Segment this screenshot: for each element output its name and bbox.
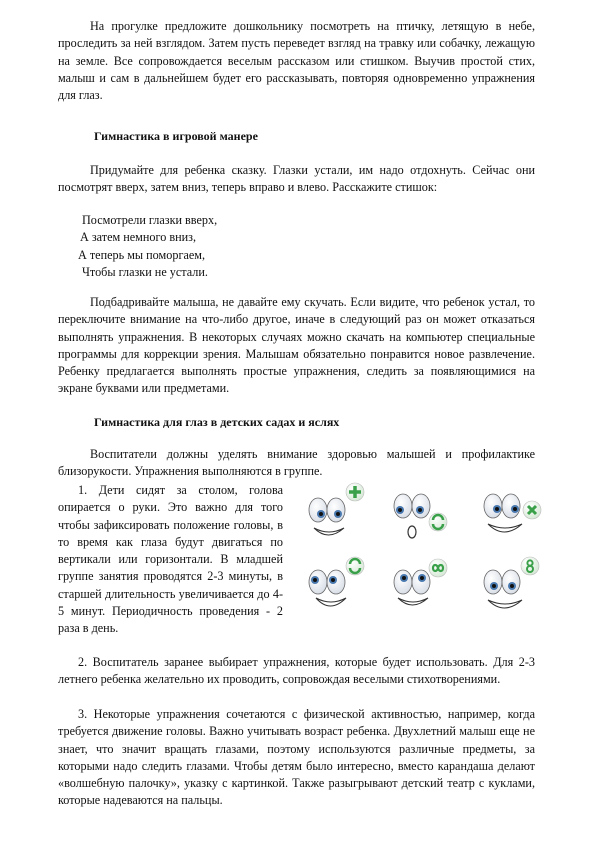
item-1	[58, 482, 283, 638]
kindergarten-paragraph: Воспитатели должны уделять внимание здоровью малышей и профилактике близорукости. Упражнения выполняются в группе.	[58, 447, 535, 479]
poem-line: А затем немного вниз,	[80, 230, 197, 245]
intro-paragraph: На прогулке предложите дошкольнику посмотреть на птичку, летящую в небе, проследить за ней взглядом. Затем пусть переведет взгляд на травку или собачку, лежащую на земле. Все сопровождается веселым рассказом или стишком. Выучив простой стих, малыш и сам в дальнейшем будет его рассказывать, повторяя одновременно упражнения для глаз.	[58, 19, 535, 103]
face	[484, 557, 539, 608]
poem-line: Посмотрели глазки вверх,	[82, 213, 218, 227]
poem-line: Чтобы глазки не устали.	[82, 264, 208, 279]
face	[394, 494, 447, 538]
face	[309, 483, 364, 535]
heading-kindergarten: Гимнастика для глаз в детских садах и яслях	[94, 415, 340, 429]
poem	[78, 212, 378, 281]
game-paragraph: Придумайте для ребенка сказку. Глазки устали, им надо отдохнуть. Сейчас они посмотрят вверх, затем вниз, теперь вправо и влево. Расскажите стишок:	[58, 163, 535, 195]
face	[309, 557, 364, 606]
mood-paragraph: Подбадривайте малыша, не давайте ему скучать. Если видите, что ребенок устал, то переключите внимание на что-либо другое, иначе в следующий раз он может отказаться выполнять упражнения. В некоторых случаях можно скачать на компьютер специальные программы для коррекции зрения. Малышам обязательно понравится новое развлечение. Ребенку предлагается выполнять простые упражнения, следить за появляющимися на экране буквами или предметами.	[58, 295, 535, 396]
item-2: 2. Воспитатель заранее выбирает упражнения, которые будет использовать. Для 2-3 летнего ребенка желательно их проводить, сопровождая веселыми стихотворениями.	[58, 655, 535, 687]
item-3: 3. Некоторые упражнения сочетаются с физической активностью, например, когда требуется движение головы. Важно учитывать возраст ребенка. Двухлетний малыш еще не знает, что значит вращать глазами, поэтому используются различные предметы, за которыми надо следить глазами. Чтобы детям было интересно, вместо карандаша делают «волшебную палочку», указку с картинкой. Также разыгрывают детский театр с куклами, которые надеваются на пальцы.	[58, 707, 535, 808]
faces-illustration	[300, 482, 550, 622]
face	[484, 494, 541, 532]
item-1-text: 1. Дети сидят за столом, голова опирается о руки. Это важно для того чтобы зафиксировать положение головы, в то время как глаза будут двигаться по вертикали или горизонтали. В младшей группе занятия проводятся 2-3 минуты, в старшей длительность увеличивается до 4-5 минут. Периодичность проведения - 2 раза в день.	[58, 483, 283, 636]
poem-line: А теперь мы поморгаем,	[78, 247, 206, 262]
face	[394, 559, 447, 605]
heading-game-manner: Гимнастика в игровой манере	[94, 129, 258, 143]
